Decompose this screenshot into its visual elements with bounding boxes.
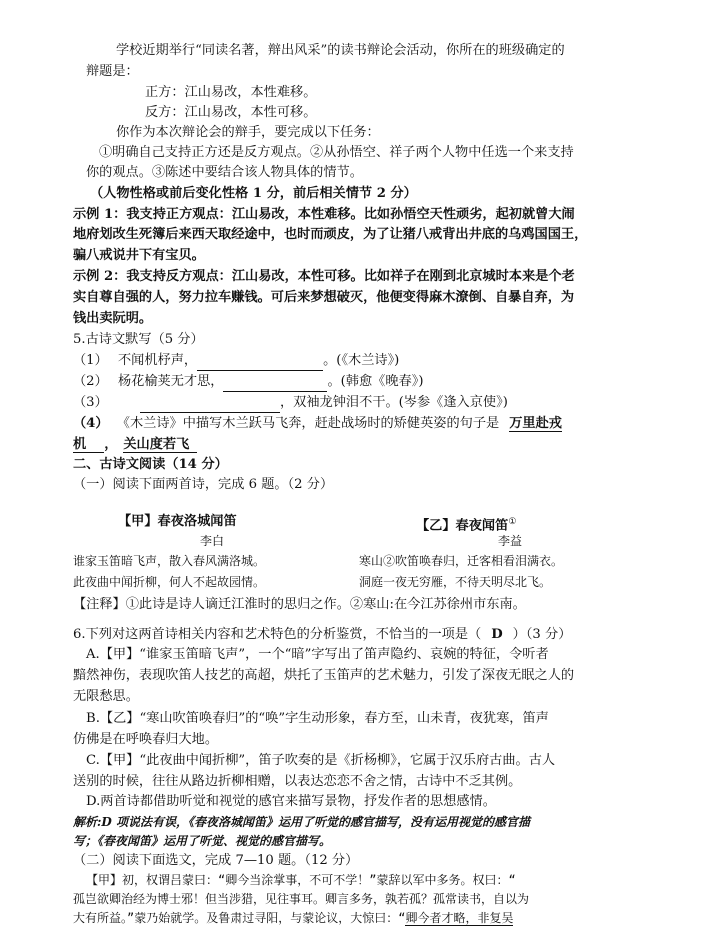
passage-a-line-3-text: 大有所益。”蒙乃始就学。及鲁肃过寻阳，与蒙论议，大惊曰：“	[73, 911, 406, 925]
q5-item-3-blank[interactable]	[140, 394, 280, 413]
q5-item-4	[73, 415, 562, 433]
q5-item-4-text: 《木兰诗》中描写木兰跃马飞奔，赶赴战场时的矫健英姿的句子是	[116, 416, 500, 431]
passage-a-line-1: 【甲】初，权谓吕蒙曰：“卿今当涂掌事，不可不学！”蒙辞以军中多务。权曰：“	[86, 873, 516, 887]
q5-item-4-num: （4）	[73, 416, 109, 431]
scoring-note: （人物性格或前后变化性格 1 分，前后相关情节 2 分）	[90, 186, 417, 201]
example-1-line-2: 地府划改生死簿后来西天取经途中，也时而顽皮，为了让猪八戒背出井底的乌鸡国国王，	[73, 227, 588, 242]
poem-b-title-text: 【乙】春夜闻笛	[416, 518, 509, 534]
example-2-line-1: 示例 2：我支持反方观点：江山易改，本性可移。比如祥子在刚到北京城时本来是个老	[73, 269, 575, 284]
debate-con-side: 反方：江山易改，本性可移。	[145, 105, 317, 120]
q6-stem-text: 6.下列对这两首诗相关内容和艺术特色的分析鉴赏，不恰当的一项是（	[73, 627, 482, 642]
poem-b-line-1: 寒山②吹笛唤春归，迁客相看泪满衣。	[359, 554, 564, 568]
section-2-title: 二、古诗文阅读（14 分）	[73, 457, 228, 472]
task-line-2: 你的观点。③陈述中要结合该人物具体的情节。	[86, 165, 363, 180]
intro-line-1: 学校近期举行“同读名著，辩出风采”的读书辩论会活动，你所在的班级确定的	[116, 43, 565, 58]
task-intro: 你作为本次辩论会的辩手，要完成以下任务：	[116, 125, 380, 140]
q5-item-1-prefix: 不闻机杼声，	[117, 353, 198, 368]
q5-item-4-answer-c: 关山度若飞	[123, 437, 197, 453]
example-1-line-1: 示例 1：我支持正方观点：江山易改，本性难移。比如孙悟空天性顽劣，起初就曾大闹	[73, 207, 575, 222]
q6-analysis-line-1: 解析:D 项说法有误，《春夜洛城闻笛》运用了听觉的感官描写，没有运用视觉的感官描	[73, 815, 531, 829]
q5-item-1-blank[interactable]	[197, 352, 323, 371]
q5-item-2-blank[interactable]	[223, 373, 327, 392]
q5-item-4-answer-a: 万里赴戎	[509, 416, 562, 431]
q5-item-3-source: ，双袖龙钟泪不干。(岑参《逢入京使》)	[279, 395, 508, 410]
passage-a-line-2: 孤岂欲卿治经为博士邪！但当涉猎，见往事耳。卿言多务，孰若孤？孤常读书，自以为	[73, 892, 530, 906]
q6-option-a-line-3: 无限愁思。	[73, 689, 139, 704]
debate-pro-side: 正方：江山易改，本性难移。	[145, 85, 317, 100]
part-2-title: （二）阅读下面选文，完成 7—10 题。（12 分）	[73, 853, 359, 868]
poem-b-author: 李益	[498, 534, 523, 548]
example-1-line-3: 骗八戒说井下有宝贝。	[73, 248, 205, 263]
q5-item-1	[73, 352, 399, 371]
q6-option-a-line-1: A.【甲】“谁家玉笛暗飞声”，一个“暗”字写出了笛声隐约、哀婉的特征，令听者	[86, 647, 549, 662]
q5-item-2-source: 。(韩愈《晚春》)	[327, 374, 424, 389]
intro-line-2: 辩题是：	[86, 64, 139, 79]
q5-item-3	[73, 394, 508, 413]
q6-option-a-line-2: 黯然神伤，表现吹笛人技艺的高超，烘托了玉笛声的艺术魅力，引发了深夜无眠之人的	[73, 668, 575, 683]
q6-stem	[73, 626, 571, 644]
example-2-line-3: 钱出卖阮明。	[73, 311, 153, 326]
q5-item-4-cont	[73, 436, 197, 454]
q5-item-2	[73, 373, 423, 392]
q6-answer: D	[491, 627, 503, 642]
poem-b-note-mark: ①	[508, 517, 517, 527]
q5-item-1-source: 。(《木兰诗》)	[323, 353, 400, 368]
q6-score: ）（3 分）	[512, 627, 572, 642]
passage-a-underlined: 卿今者才略，非复吴	[405, 911, 514, 925]
q6-analysis-line-2: 写；《春夜闻笛》运用了听觉、视觉的感官描写。	[73, 834, 332, 848]
poem-notes: 【注释】①此诗是诗人谪迁江淮时的思归之作。②寒山:在今江苏徐州市东南。	[73, 597, 526, 612]
q6-option-c-line-1: C.【甲】“此夜曲中闻折柳”，笛子吹奏的是《折杨柳》，它属于汉乐府古曲。古人	[86, 753, 556, 768]
poem-a-title: 【甲】春夜洛城闻笛	[118, 514, 237, 529]
poem-a-line-2: 此夜曲中闻折柳，何人不起故园情。	[73, 575, 266, 589]
poem-a-author: 李白	[200, 534, 225, 548]
poem-b-line-2: 洞庭一夜无穷雁，不待天明尽北飞。	[359, 575, 552, 589]
q5-title: 5.古诗文默写（5 分）	[73, 332, 204, 347]
q6-option-c-line-2: 送别的时候，往往从路边折柳相赠，以表达恋恋不舍之情，古诗中不乏其例。	[73, 774, 522, 789]
q5-item-4-sep: ，	[104, 437, 118, 452]
q5-item-2-num: （2）	[73, 374, 108, 389]
q5-item-1-num: （1）	[73, 353, 108, 368]
q5-item-4-answer-b: 机	[73, 437, 104, 453]
q5-item-3-num: （3）	[73, 395, 108, 410]
passage-a-line-3	[73, 909, 513, 927]
task-line-1: ①明确自己支持正方还是反方观点。②从孙悟空、祥子两个人物中任选一个来支持	[99, 145, 574, 160]
q5-item-2-prefix: 杨花榆荚无才思，	[117, 374, 224, 389]
q6-option-d: D.两首诗都借助听觉和视觉的感官来描写景物，抒发作者的思想感情。	[86, 794, 496, 809]
q6-option-b-line-2: 仿佛是在呼唤春归大地。	[73, 732, 219, 747]
section-2-part-1: （一）阅读下面两首诗，完成 6 题。（2 分）	[73, 477, 334, 492]
q6-option-b-line-1: B.【乙】“寒山吹笛唤春归”的“唤”字生动形象，春方至，山未青，夜犹寒，笛声	[86, 711, 549, 726]
poem-a-line-1: 谁家玉笛暗飞声，散入春风满洛城。	[73, 554, 266, 568]
example-2-line-2: 实自尊自强的人，努力拉车赚钱。可后来梦想破灭，他便变得麻木潦倒、自暴自弃，为	[73, 290, 575, 305]
